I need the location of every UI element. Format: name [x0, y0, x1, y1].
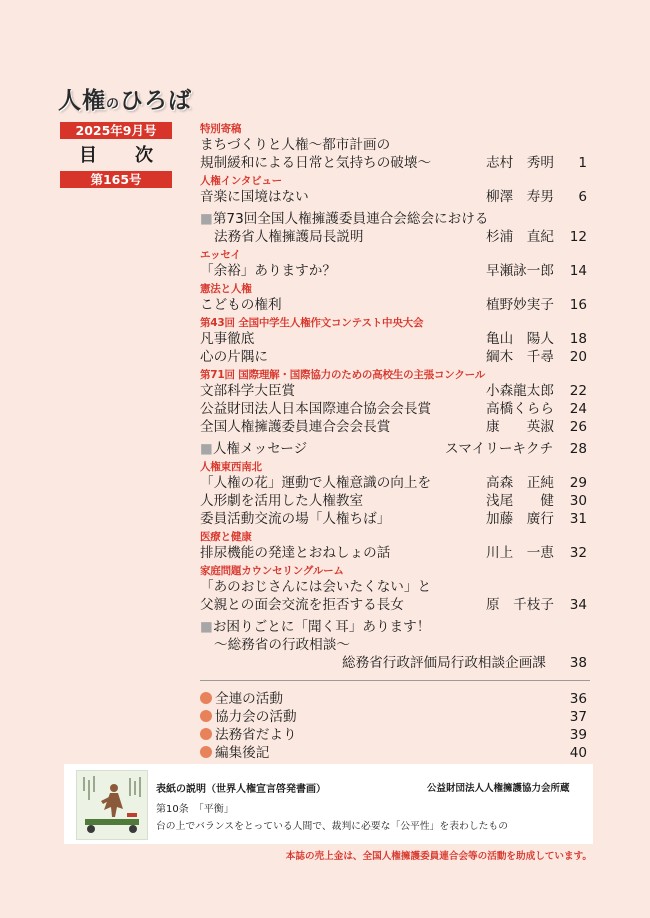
toc-entry[interactable]: [200, 154, 590, 172]
entry-page: 29: [569, 475, 587, 491]
entry-author: 小森龍太郎: [486, 383, 554, 399]
table-of-contents: [200, 123, 590, 762]
toc-entry[interactable]: [200, 136, 590, 154]
toc-entry[interactable]: [200, 348, 590, 366]
entry-title: まちづくりと人権〜都市計画の: [200, 137, 391, 153]
square-bullet-icon: ■: [200, 211, 213, 227]
entry-title: 凡事徹底: [200, 331, 255, 347]
entry-author: スマイリーキクチ: [445, 441, 554, 457]
toc-entry[interactable]: [200, 654, 590, 672]
entry-title: 「あのおじさんには会いたくない」と: [200, 579, 432, 595]
divider: [200, 680, 590, 681]
toc-entry[interactable]: [200, 228, 590, 246]
entry-author: 原 千枝子: [486, 597, 554, 613]
toc-entry[interactable]: [200, 400, 590, 418]
cover-owner: 公益財団法人人権擁護協力会所蔵: [427, 783, 570, 794]
entry-page: 28: [569, 441, 587, 457]
entry-title: 規制緩和による日常と気持ちの破壊〜: [200, 155, 432, 171]
entry-title: 法務省人権擁護局長説明: [214, 229, 364, 245]
issue-info: [60, 122, 172, 188]
entry-title: 父親との面会交流を拒否する長女: [200, 597, 404, 613]
entry-author: 浅尾 健: [486, 493, 554, 509]
cover-title: 表紙の説明（世界人権宣言啓発書画）: [156, 784, 326, 795]
entry-page: 6: [578, 189, 587, 205]
toc-entry[interactable]: [200, 474, 590, 492]
entry-page: 38: [569, 655, 587, 671]
entry-author: 杉浦 直紀: [486, 229, 554, 245]
entry-title: 心の片隅に: [200, 349, 268, 365]
entry-author: 総務省行政評価局行政相談企画課: [342, 655, 546, 671]
entry-title: 全連の活動: [215, 691, 283, 707]
toc-entry[interactable]: [200, 726, 590, 744]
entry-page: 36: [569, 691, 587, 707]
category-label: 家庭問題カウンセリングルーム: [200, 565, 344, 577]
entry-author: 亀山 陽人: [486, 331, 554, 347]
entry-page: 34: [569, 597, 587, 613]
circle-bullet-icon: [200, 692, 212, 704]
toc-entry[interactable]: [200, 544, 590, 562]
entry-author: 高森 正純: [486, 475, 554, 491]
issue-number: 第165号: [60, 171, 172, 188]
entry-title: 〜総務省の行政相談〜: [214, 637, 350, 653]
toc-entry[interactable]: [200, 636, 590, 654]
toc-entry[interactable]: [200, 296, 590, 314]
cover-artwork-thumbnail: [76, 770, 148, 840]
entry-page: 32: [569, 545, 587, 561]
entry-title: 排尿機能の発達とおねしょの話: [200, 545, 391, 561]
footnote: 本誌の売上金は、全国人権擁護委員連合会等の活動を助成しています。: [285, 851, 592, 862]
entry-title: 公益財団法人日本国際連合協会会長賞: [200, 401, 432, 417]
entry-author: 康 英淑: [486, 419, 554, 435]
entry-page: 16: [569, 297, 587, 313]
toc-heading: 目 次: [79, 145, 163, 166]
circle-bullet-icon: [200, 710, 212, 722]
entry-title: 全国人権擁護委員連合会会長賞: [200, 419, 391, 435]
category-label: 医療と健康: [200, 531, 252, 543]
entry-author: 綱木 千尋: [486, 349, 554, 365]
category-label: 特別寄稿: [200, 123, 242, 135]
category-label: エッセイ: [200, 249, 241, 261]
entry-title: 編集後記: [215, 745, 270, 761]
square-bullet-icon: ■: [200, 619, 213, 635]
toc-entry[interactable]: [200, 744, 590, 762]
masthead: [58, 82, 192, 115]
entry-title: こどもの権利: [200, 297, 282, 313]
toc-entry[interactable]: [200, 618, 590, 636]
toc-entry[interactable]: [200, 188, 590, 206]
entry-page: 39: [569, 727, 587, 743]
cover-article: 第10条 「平衡」: [156, 804, 234, 815]
toc-entry[interactable]: [200, 210, 590, 228]
toc-entry[interactable]: [200, 510, 590, 528]
entry-page: 20: [569, 349, 587, 365]
entry-page: 26: [569, 419, 587, 435]
toc-entry[interactable]: [200, 690, 590, 708]
cover-description: 台の上でバランスをとっている人間で、裁判に必要な「公平性」を表わしたもの: [156, 821, 509, 832]
entry-page: 14: [569, 263, 587, 279]
toc-entry[interactable]: [200, 262, 590, 280]
entry-author: 高橋くらら: [486, 401, 554, 417]
entry-title: 第73回全国人権擁護委員連合会総会における: [212, 211, 489, 227]
entry-page: 37: [569, 709, 587, 725]
entry-page: 12: [569, 229, 587, 245]
magazine-logo: 人権のひろば: [58, 88, 193, 114]
entry-author: 川上 一恵: [486, 545, 554, 561]
toc-entry[interactable]: [200, 492, 590, 510]
square-bullet-icon: ■: [200, 441, 213, 457]
entry-page: 40: [569, 745, 587, 761]
entry-title: 人形劇を活用した人権教室: [200, 493, 364, 509]
entry-title: 文部科学大臣賞: [200, 383, 296, 399]
toc-entry[interactable]: [200, 440, 590, 458]
entry-title: 音楽に国境はない: [200, 189, 309, 205]
circle-bullet-icon: [200, 746, 212, 758]
issue-date: 2025年9月号: [60, 122, 172, 139]
circle-bullet-icon: [200, 728, 212, 740]
category-label: 人権東西南北: [200, 461, 262, 473]
entry-page: 18: [569, 331, 587, 347]
category-label: 第71回 国際理解・国際協力のための高校生の主張コンクール: [200, 369, 486, 381]
entry-title: 協力会の活動: [215, 709, 297, 725]
entry-page: 1: [578, 155, 587, 171]
toc-entry[interactable]: [200, 596, 590, 614]
entry-page: 31: [569, 511, 587, 527]
entry-title: 委員活動交流の場「人権ちば」: [200, 511, 391, 527]
entry-author: 加藤 廣行: [486, 511, 554, 527]
entry-title: 人権メッセージ: [212, 441, 308, 457]
cover-description-box: [64, 764, 593, 844]
toc-entry[interactable]: [200, 418, 590, 436]
category-label: 憲法と人権: [200, 283, 252, 295]
entry-author: 柳澤 寿男: [486, 189, 554, 205]
entry-author: 早瀬詠一郎: [486, 263, 554, 279]
toc-entry[interactable]: [200, 382, 590, 400]
entry-page: 30: [569, 493, 587, 509]
category-label: 人権インタビュー: [200, 175, 282, 187]
entry-title: 「余裕」ありますか？: [200, 263, 336, 279]
entry-page: 22: [569, 383, 587, 399]
toc-entry[interactable]: [200, 578, 590, 596]
entry-title: 法務省だより: [215, 727, 297, 743]
entry-author: 植野妙実子: [486, 297, 554, 313]
toc-entry[interactable]: [200, 708, 590, 726]
category-label: 第43回 全国中学生人権作文コンテスト中央大会: [200, 317, 424, 329]
entry-page: 24: [569, 401, 587, 417]
entry-title: お困りごとに「聞く耳」あります！: [212, 619, 431, 635]
toc-entry[interactable]: [200, 330, 590, 348]
entry-author: 志村 秀明: [486, 155, 554, 171]
entry-title: 「人権の花」運動で人権意識の向上を: [200, 475, 432, 491]
